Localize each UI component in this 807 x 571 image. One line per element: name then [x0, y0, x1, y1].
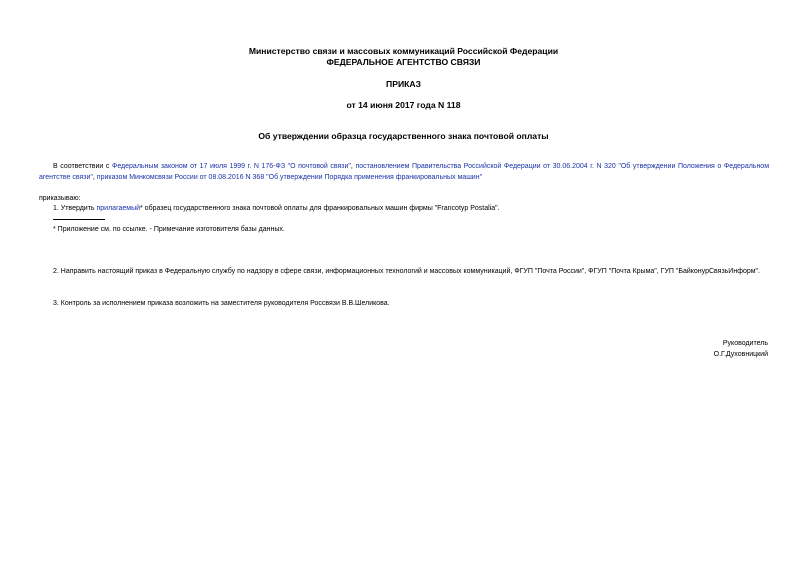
document-date-number: от 14 июня 2017 года N 118 — [346, 100, 461, 110]
item-1-suffix: * образец государственного знака почтовой оплаты для франкировальных машин фирмы "Francotyp Postalia". — [140, 205, 500, 212]
link-attached-sample[interactable]: прилагаемый — [96, 205, 141, 212]
preamble-prefix: В соответствии с — [53, 163, 112, 170]
preamble-separator-1: , — [350, 163, 356, 170]
document-title: Об утверждении образца государственного знака почтовой оплаты — [258, 131, 549, 141]
signature-position: Руководитель — [722, 340, 768, 347]
footnote-divider — [53, 219, 105, 220]
item-2-paragraph: 2. Направить настоящий приказ в Федеральную службу по надзору в сфере связи, информационных технологий и массовых коммуникаций, ФГУП "Почта России", ФГУП "Почта Крыма", ГУП "БайконурСвязьИнформ". — [53, 268, 760, 275]
link-ministry-order[interactable]: приказом Минкомсвязи России от 08.08.2016 N 368 "Об утверждении Порядка применения франкировальных машин" — [96, 174, 483, 181]
preamble-separator-2: , — [92, 174, 97, 181]
item-1-prefix: 1. Утвердить — [53, 205, 97, 212]
document-type: ПРИКАЗ — [386, 79, 421, 89]
order-word: приказываю: — [39, 195, 81, 202]
link-government-decree[interactable]: постановлением Правительства Российской Федерации от 30.06.2004 г. N 320 "Об утверждении Положения о Федеральном агентстве связи" — [39, 163, 770, 181]
footnote-text: * Приложение см. по ссылке. - Примечание изготовителя базы данных. — [53, 226, 285, 233]
item-1-paragraph — [39, 203, 769, 214]
agency-heading: ФЕДЕРАЛЬНОЕ АГЕНТСТВО СВЯЗИ — [326, 57, 481, 67]
link-federal-law[interactable]: Федеральным законом от 17 июля 1999 г. N 176-ФЗ "О почтовой связи" — [112, 163, 351, 170]
preamble-paragraph — [39, 161, 769, 183]
item-3-paragraph: 3. Контроль за исполнением приказа возложить на заместителя руководителя Россвязи В.В.Шеликова. — [53, 300, 390, 307]
signature-name: О.Г.Духовницкий — [713, 351, 768, 358]
ministry-heading: Министерство связи и массовых коммуникаций Российской Федерации — [248, 46, 559, 56]
